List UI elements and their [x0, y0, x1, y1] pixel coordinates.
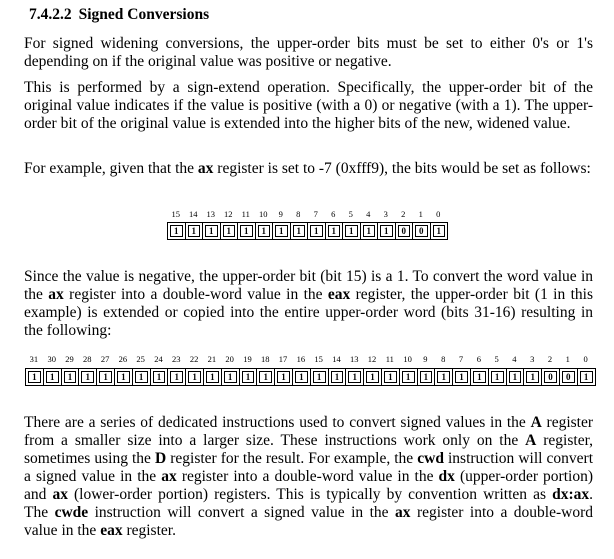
register-name: ax	[161, 468, 177, 485]
bit-cell: 1	[346, 369, 364, 385]
bit-cell: 1	[168, 369, 186, 385]
text-run: instruction will convert a signed value in the	[24, 450, 593, 485]
bit-cell: 1	[326, 223, 344, 239]
bit-index-label: 8	[296, 209, 301, 219]
text-run: There are a series of dedicated instructions used to convert signed values in the	[24, 414, 531, 431]
bit-index-label: 6	[331, 209, 336, 219]
bit-index-label: 14	[189, 209, 198, 219]
bit-cell: 1	[186, 369, 204, 385]
word-bit-row	[167, 222, 448, 240]
bit-index-label: 30	[47, 354, 56, 364]
bit-index-label: 3	[530, 354, 535, 364]
bit-cell: 1	[151, 369, 169, 385]
text-run: Since the value is negative, the upper-order bit (bit 15) is a 1. To convert the word value in the	[24, 268, 593, 303]
bit-index-label: 5	[348, 209, 353, 219]
paragraph-instructions	[24, 414, 593, 540]
text-run: (lower-order portion) registers. This is typically by convention written as	[67, 486, 553, 503]
bit-cell: 1	[204, 369, 222, 385]
text-run: instruction will convert a signed value in the	[88, 504, 396, 521]
register-pair: dx:ax	[552, 486, 590, 503]
bit-cell: 0	[413, 223, 431, 239]
bit-index-label: 4	[512, 354, 517, 364]
bit-index-label: 9	[278, 209, 283, 219]
text-run: register into a double-word value in the	[176, 468, 439, 485]
paragraph-intro: For signed widening conversions, the upper-order bits must be set to either 0's or 1's depending on if the original value was positive or negative.	[24, 35, 593, 70]
bit-index-label: 10	[403, 354, 412, 364]
register-name: dx	[438, 468, 455, 485]
register-name: ax	[395, 504, 411, 521]
bit-cell: 1	[221, 223, 239, 239]
bit-cell: 1	[507, 369, 525, 385]
bit-cell: 1	[133, 369, 151, 385]
bit-index-label: 29	[65, 354, 74, 364]
bit-cell: 1	[311, 369, 329, 385]
bit-index-label: 15	[314, 354, 323, 364]
bit-index-label: 4	[366, 209, 371, 219]
register-name: ax	[197, 160, 214, 177]
dword-bit-labels	[25, 354, 595, 364]
section-heading	[29, 6, 209, 24]
register-name: D	[154, 450, 167, 467]
bit-index-label: 1	[565, 354, 570, 364]
bit-index-label: 7	[313, 209, 318, 219]
bit-cell: 1	[361, 223, 379, 239]
text-run: register from a smaller size into a larger size. These instructions work only on the	[24, 414, 594, 449]
bit-cell: 1	[273, 223, 291, 239]
bit-cell: 1	[524, 369, 542, 385]
text-run: register into a double-word value in the	[24, 504, 593, 539]
bit-index-label: 13	[206, 209, 215, 219]
bit-cell: 1	[578, 369, 596, 385]
bit-cell: 1	[97, 369, 115, 385]
bit-index-label: 10	[259, 209, 268, 219]
bit-index-label: 0	[436, 209, 441, 219]
bit-cell: 1	[431, 223, 449, 239]
paragraph-example	[24, 160, 593, 178]
bit-cell: 1	[275, 369, 293, 385]
bit-cell: 1	[291, 223, 309, 239]
bit-cell: 1	[382, 369, 400, 385]
bit-cell: 1	[238, 223, 256, 239]
bit-index-label: 3	[383, 209, 388, 219]
register-name: eax	[100, 522, 123, 539]
bit-index-label: 11	[385, 354, 394, 364]
bit-cell: 1	[364, 369, 382, 385]
bit-cell: 0	[396, 223, 414, 239]
bit-index-label: 0	[583, 354, 588, 364]
bit-cell: 1	[44, 369, 62, 385]
bit-cell: 1	[168, 223, 186, 239]
bit-index-label: 26	[118, 354, 128, 364]
text-run: (upper-order portion) and	[24, 468, 593, 503]
bit-cell: 1	[471, 369, 489, 385]
bit-cell: 1	[343, 223, 361, 239]
bit-index-label: 27	[100, 354, 110, 364]
bit-cell: 1	[257, 369, 275, 385]
bit-cell: 1	[418, 369, 436, 385]
bit-index-label: 17	[278, 354, 288, 364]
bit-cell: 0	[542, 369, 560, 385]
register-name: ax	[52, 486, 68, 503]
word-bit-labels	[167, 209, 447, 219]
bit-index-label: 19	[243, 354, 252, 364]
bit-cell: 1	[203, 223, 221, 239]
bit-cell: 1	[308, 223, 326, 239]
text-run: register for the result. For example, the	[166, 450, 418, 467]
bit-index-label: 8	[441, 354, 446, 364]
text-run: register.	[122, 522, 176, 539]
bit-index-label: 14	[332, 354, 341, 364]
bit-index-label: 23	[172, 354, 181, 364]
text-run: register into a double-word value in the	[63, 286, 328, 303]
text-run: . The	[24, 486, 593, 521]
bit-index-label: 25	[136, 354, 145, 364]
paragraph-sign-extend: This is performed by a sign-extend operation. Specifically, the upper-order bit of the original value indicates if the value is positive (with a 0) or negative (with a 1). The upper-order bit of the original value is extended into the higher bits of the new, widened value.	[24, 79, 593, 132]
bit-index-label: 31	[29, 354, 39, 364]
register-name: A	[525, 432, 537, 449]
bit-cell: 1	[240, 369, 258, 385]
bit-index-label: 11	[241, 209, 250, 219]
bit-cell: 0	[560, 369, 578, 385]
instruction-name: cwde	[54, 504, 89, 521]
register-name: eax	[327, 286, 351, 303]
bit-cell: 1	[453, 369, 471, 385]
bit-index-label: 28	[83, 354, 92, 364]
text-run: register, the upper-order bit (1 in this example) is extended or copied into the entire upper-order word (bits 31-16) resulting in the following:	[24, 286, 593, 339]
bit-index-label: 16	[296, 354, 306, 364]
register-name: ax	[48, 286, 64, 303]
paragraph-extension	[24, 268, 593, 340]
bit-index-label: 18	[261, 354, 270, 364]
bit-index-label: 9	[423, 354, 428, 364]
section-number: 7.4.2.2	[29, 6, 72, 23]
bit-index-label: 5	[494, 354, 499, 364]
bit-index-label: 6	[476, 354, 481, 364]
bit-index-label: 13	[349, 354, 359, 364]
bit-cell: 1	[400, 369, 418, 385]
instruction-name: cwd	[417, 450, 444, 467]
text-run: register, sometimes using the	[24, 432, 593, 467]
register-name: A	[530, 414, 542, 431]
bit-cell: 1	[186, 223, 204, 239]
bit-index-label: 22	[189, 354, 199, 364]
bit-cell: 1	[489, 369, 507, 385]
bit-index-label: 21	[207, 354, 217, 364]
bit-index-label: 20	[225, 354, 234, 364]
bit-cell: 1	[62, 369, 80, 385]
bit-cell: 1	[256, 223, 274, 239]
dword-bit-row	[25, 368, 596, 386]
bit-cell: 1	[79, 369, 97, 385]
bit-index-label: 12	[367, 354, 377, 364]
bit-index-label: 2	[401, 209, 406, 219]
bit-index-label: 7	[458, 354, 464, 364]
bit-index-label: 15	[171, 209, 180, 219]
bit-index-label: 2	[547, 354, 553, 364]
text-run: register is set to -7 (0xfff9), the bits would be set as follows:	[213, 160, 591, 177]
bit-index-label: 1	[418, 209, 423, 219]
bit-cell: 1	[115, 369, 133, 385]
bit-cell: 1	[435, 369, 453, 385]
bit-index-label: 12	[224, 209, 233, 219]
bit-cell: 1	[222, 369, 240, 385]
bit-cell: 1	[329, 369, 347, 385]
section-title: Signed Conversions	[78, 6, 210, 23]
bit-index-label: 24	[154, 354, 163, 364]
bit-cell: 1	[26, 369, 44, 385]
text-run: For example, given that the	[24, 160, 198, 177]
bit-cell: 1	[293, 369, 311, 385]
bit-cell: 1	[378, 223, 396, 239]
